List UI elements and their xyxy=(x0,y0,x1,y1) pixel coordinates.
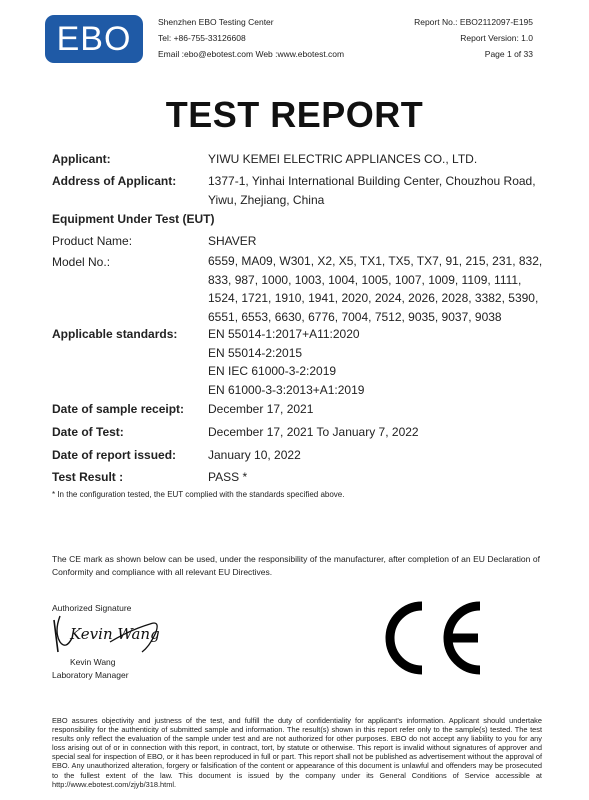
address-value xyxy=(208,172,536,209)
company-name: Shenzhen EBO Testing Center xyxy=(158,17,274,27)
report-meta xyxy=(414,14,533,62)
company-email-web: Email :ebo@ebotest.com Web :www.ebotest.com xyxy=(158,49,345,59)
legal-disclaimer: EBO assures objectivity and justness of the test, and fulfill the duty of confidentiality for applicant's information. Applicant should undertake responsibility for the authenticity of submitted sample and information. The result(s) shown in this report refer only to the sample(s) tested. The test results only reflect the evaluation of the sample under test and are not authorized for other purposes. EBO do not accept any liability to you for any loss arising out of or in connection with this report, in contract, tort, by statute or otherwise. This report is invalid without signatures of approver and special seal for inspection of EBO, or it has been reproduced in full or part. This report shall not be published as advertisement without the approval of EBO. Any unauthorized alteration, forgery or falsification of the content or appearance of this document is unlawful and offenders may be prosecuted to the fullest extent of the law. This document is issued by the company under its General Conditions of Service accessible at http://www.ebotest.com/zjyb/318.html. xyxy=(52,716,542,789)
company-tel: Tel: +86-755-33126608 xyxy=(158,33,246,43)
company-contact xyxy=(158,14,344,62)
standards-list xyxy=(208,325,364,399)
report-version: Report Version: 1.0 xyxy=(460,33,533,43)
address-label: Address of Applicant: xyxy=(52,174,177,188)
standard-item: EN 55014-1:2017+A11:2020 xyxy=(208,327,360,341)
eut-heading: Equipment Under Test (EUT) xyxy=(52,212,215,226)
standard-item: EN 61000-3-3:2013+A1:2019 xyxy=(208,382,365,397)
sample-receipt-value: December 17, 2021 xyxy=(208,402,314,416)
model-line: 6559, MA09, W301, X2, X5, TX1, TX5, TX7, 91, 215, 231, 832, xyxy=(208,254,543,268)
sample-receipt-label: Date of sample receipt: xyxy=(52,402,185,416)
model-line: 6551, 6553, 6630, 6776, 7004, 7512, 9035, 9037, 9038 xyxy=(208,309,502,324)
company-logo xyxy=(45,15,143,63)
handwritten-signature xyxy=(50,612,170,660)
signature-text: Kevin Wang xyxy=(70,625,160,643)
test-result-value: PASS * xyxy=(208,470,248,484)
model-line: 1524, 1721, 1910, 1941, 2020, 2024, 2026, 2028, 3382, 5390, xyxy=(208,291,539,305)
address-line: 1377-1, Yinhai International Building Center, Chouzhou Road, xyxy=(208,174,536,188)
test-result-label: Test Result : xyxy=(52,470,124,484)
page-number: Page 1 of 33 xyxy=(484,49,533,59)
footnote: * In the configuration tested, the EUT complied with the standards specified above. xyxy=(52,490,345,499)
signatory-role: Laboratory Manager xyxy=(52,670,129,680)
product-name-label: Product Name: xyxy=(52,234,133,248)
report-number: Report No.: EBO2112097-E195 xyxy=(414,17,533,27)
ce-statement: The CE mark as shown below can be used, under the responsibility of the manufacturer, after completion of an EU Declaration of Conformity and compliance with all relevant EU Directives. xyxy=(52,554,540,577)
signature-graphic xyxy=(50,612,170,660)
standard-item: EN 55014-2:2015 xyxy=(208,345,303,360)
applicant-label: Applicant: xyxy=(52,152,111,166)
report-title: TEST REPORT xyxy=(165,94,424,135)
report-issued-value: January 10, 2022 xyxy=(208,448,301,462)
model-no-label: Model No.: xyxy=(52,255,111,269)
model-no-list xyxy=(208,252,548,326)
signatory-name: Kevin Wang xyxy=(70,657,116,667)
test-date-label: Date of Test: xyxy=(52,425,124,439)
standards-label: Applicable standards: xyxy=(52,327,178,341)
logo-text: EBO xyxy=(56,19,132,58)
standard-item: EN IEC 61000-3-2:2019 xyxy=(208,364,337,378)
product-name-value: SHAVER xyxy=(208,234,257,248)
signature-heading: Authorized Signature xyxy=(52,603,132,613)
report-issued-label: Date of report issued: xyxy=(52,448,177,462)
ce-mark-icon xyxy=(378,598,488,678)
address-line: Yiwu, Zhejiang, China xyxy=(208,192,325,207)
model-line: 833, 987, 1000, 1003, 1004, 1005, 1007, 1009, 1109, 1111, xyxy=(208,272,522,287)
test-date-value: December 17, 2021 To January 7, 2022 xyxy=(208,425,419,439)
applicant-value: YIWU KEMEI ELECTRIC APPLIANCES CO., LTD. xyxy=(208,152,478,166)
